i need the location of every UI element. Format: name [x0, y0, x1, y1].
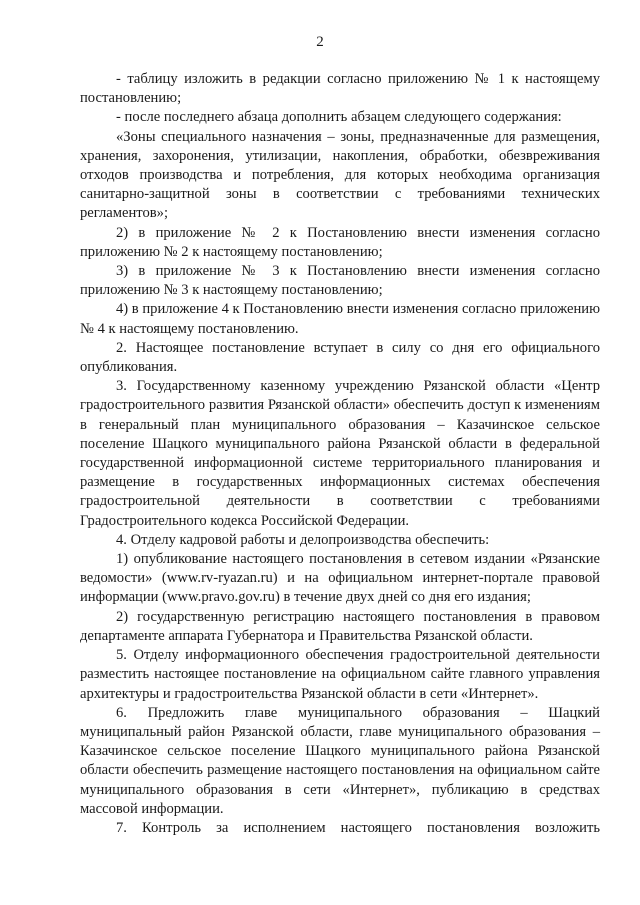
- document-body: [80, 70, 600, 838]
- paragraph-appendix-3: 3) в приложение № 3 к Постановлению внести изменения согласно приложению № 3 к настоящему постановлению;: [80, 263, 600, 299]
- paragraph-item-5-website: 5. Отделу информационного обеспечения градостроительной деятельности разместить настоящее постановление на официальном сайте главного управления архитектуры и градостроительства Рязанской области в сети «Интернет».: [80, 647, 600, 702]
- paragraph-publication: 1) опубликование настоящего постановления в сетевом издании «Рязанские ведомости» (www.rv-ryazan.ru) и на официальном интернет-портале правовой информации (www.pravo.gov.ru) в течение двух дней со дня его издания;: [80, 551, 600, 606]
- paragraph-table-amendment: - таблицу изложить в редакции согласно приложению № 1 к настоящему постановлению;: [80, 71, 600, 107]
- paragraph-appendix-2: 2) в приложение № 2 к Постановлению внести изменения согласно приложению № 2 к настоящему постановлению;: [80, 224, 600, 260]
- paragraph-item-2-effective: 2. Настоящее постановление вступает в силу со дня его официального опубликования.: [80, 339, 600, 376]
- paragraph-item-4-records: 4. Отделу кадровой работы и делопроизводства обеспечить:: [116, 531, 490, 548]
- paragraph-item-7-control: 7. Контроль за исполнением настоящего постановления возложить: [116, 819, 600, 836]
- paragraph-item-3-access: 3. Государственному казенному учреждению Рязанской области «Центр градостроительного развития Рязанской области» обеспечить доступ к изменениям в генеральный план муниципального образования – Казачинское сельское поселение Шацкого муниципального района Рязанской области в федеральной государственной информационной системе территориального планирования и размещение в государственных информационных системах обеспечения градостроительной деятельности в соответствии с требованиями Градостроительного кодекса Российской Федерации.: [80, 378, 600, 529]
- paragraph-appendix-4: 4) в приложение 4 к Постановлению внести изменения согласно приложению № 4 к настоящему постановлению.: [80, 301, 600, 337]
- paragraph-special-zones: «Зоны специального назначения – зоны, предназначенные для размещения, хранения, захоронения, утилизации, накопления, обработки, обезвреживания отходов производства и потребления, для которых необходима организация санитарно-защитной зоны в соответствии с требованиями технических регламентов»;: [80, 128, 600, 222]
- paragraph-add-clause: - после последнего абзаца дополнить абзацем следующего содержания:: [116, 109, 562, 126]
- paragraph-item-6-municipal: 6. Предложить главе муниципального образования – Шацкий муниципальный район Рязанской области, главе муниципального образования – Казачинское сельское поселение Шацкого муниципального района Рязанской области обеспечить размещение настоящего постановления на официальном сайте муниципального образования в сети «Интернет», публикацию в средствах массовой информации.: [80, 704, 600, 817]
- paragraph-registration: 2) государственную регистрацию настоящего постановления в правовом департаменте аппарата Губернатора и Правительства Рязанской области.: [80, 608, 600, 644]
- page-number: 2: [316, 34, 324, 50]
